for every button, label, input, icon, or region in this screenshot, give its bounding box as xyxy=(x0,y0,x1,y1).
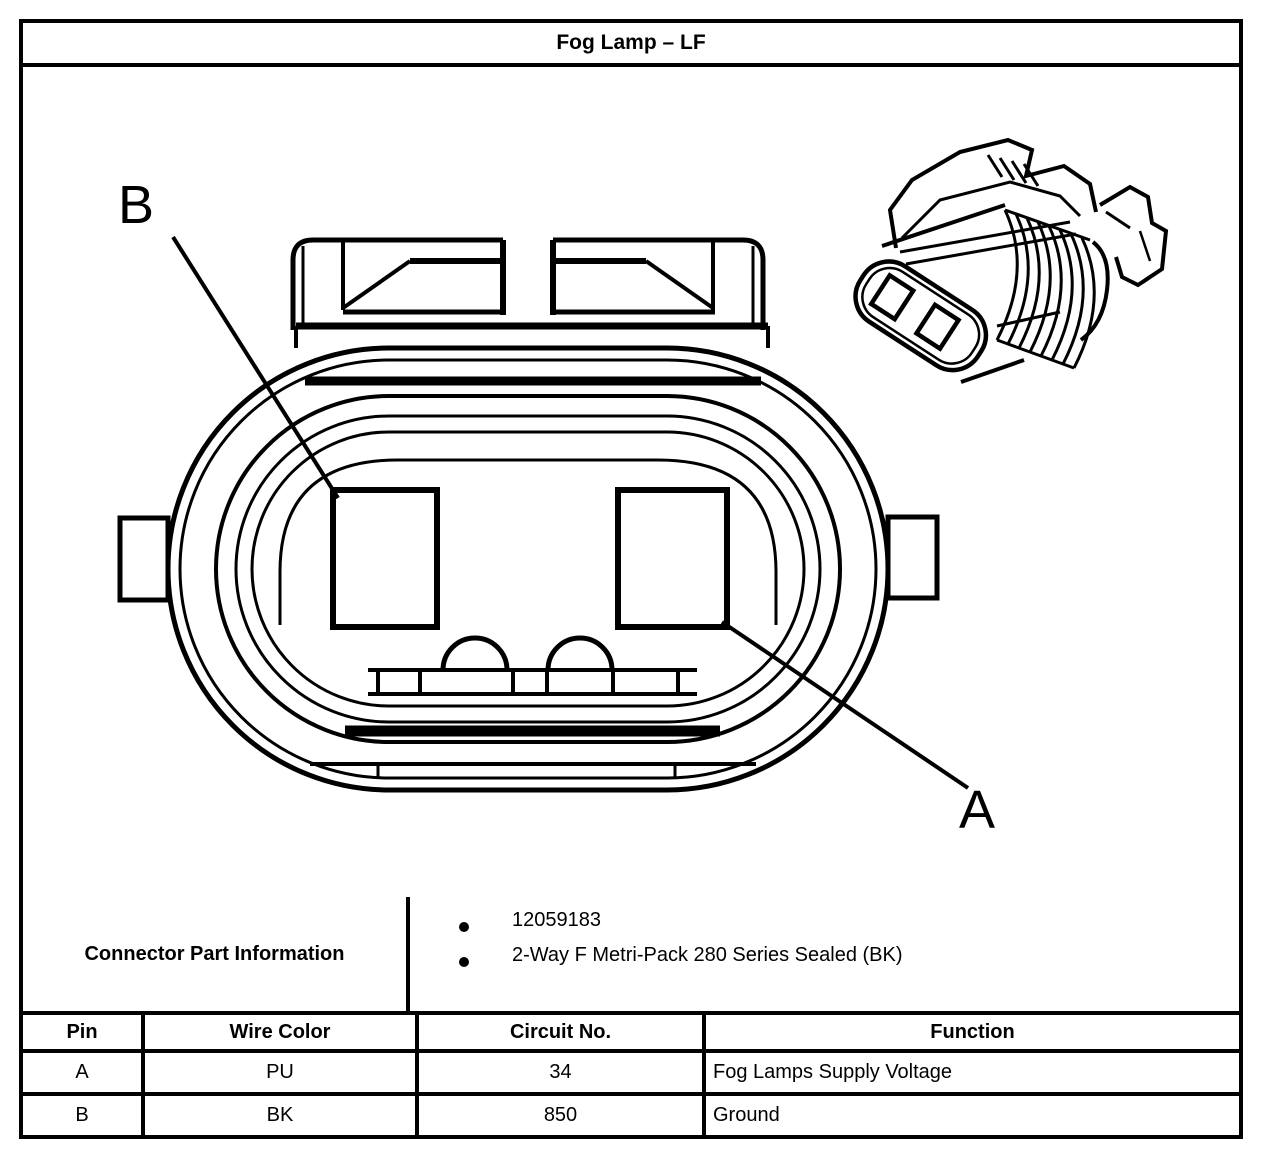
pin-table xyxy=(23,1015,1239,1135)
row-a-function: Fog Lamps Supply Voltage xyxy=(713,1061,953,1083)
connector-lock-blocks xyxy=(293,240,768,348)
table-row xyxy=(23,1096,1239,1135)
pin-cavity-a xyxy=(618,490,727,627)
part-info-item xyxy=(410,944,1239,979)
row-b-pin: B xyxy=(23,1096,145,1135)
row-b-function: Ground xyxy=(713,1104,780,1126)
index-bumps xyxy=(443,638,612,670)
part-info-label: Connector Part Information xyxy=(23,897,410,1011)
connector-interior-lines xyxy=(305,381,761,777)
row-a-circuit-no: 34 xyxy=(419,1053,706,1092)
header-function: Function xyxy=(930,1020,1015,1043)
connector-body-rings xyxy=(168,348,888,790)
leader-line-a xyxy=(722,622,968,788)
connector-face-diagram xyxy=(23,67,1239,897)
row-b-circuit-no: 850 xyxy=(419,1096,706,1135)
header-wire-color: Wire Color xyxy=(145,1015,419,1049)
table-row xyxy=(23,1053,1239,1096)
part-info-list xyxy=(410,897,1239,1011)
header-pin: Pin xyxy=(23,1015,145,1049)
page-frame xyxy=(19,19,1243,1139)
pin-table-header xyxy=(23,1015,1239,1053)
pin-label-a: A xyxy=(959,780,996,840)
part-description: 2-Way F Metri-Pack 280 Series Sealed (BK) xyxy=(512,944,903,966)
bullet-icon xyxy=(459,957,469,967)
connector-diagram-area xyxy=(23,67,1239,897)
row-a-wire-color: PU xyxy=(145,1053,419,1092)
pin-cavity-b xyxy=(333,490,437,627)
header-circuit-no: Circuit No. xyxy=(419,1015,706,1049)
left-tab xyxy=(120,518,168,600)
part-info-row xyxy=(23,897,1239,1015)
pin-label-b: B xyxy=(118,175,155,235)
part-info-item xyxy=(410,909,1239,944)
page-title: Fog Lamp – LF xyxy=(23,23,1239,67)
row-a-pin: A xyxy=(23,1053,145,1092)
row-b-wire-color: BK xyxy=(145,1096,419,1135)
connector-3d-view xyxy=(844,140,1166,382)
right-tab xyxy=(888,517,937,598)
bullet-icon xyxy=(459,922,469,932)
part-number: 12059183 xyxy=(512,909,601,931)
